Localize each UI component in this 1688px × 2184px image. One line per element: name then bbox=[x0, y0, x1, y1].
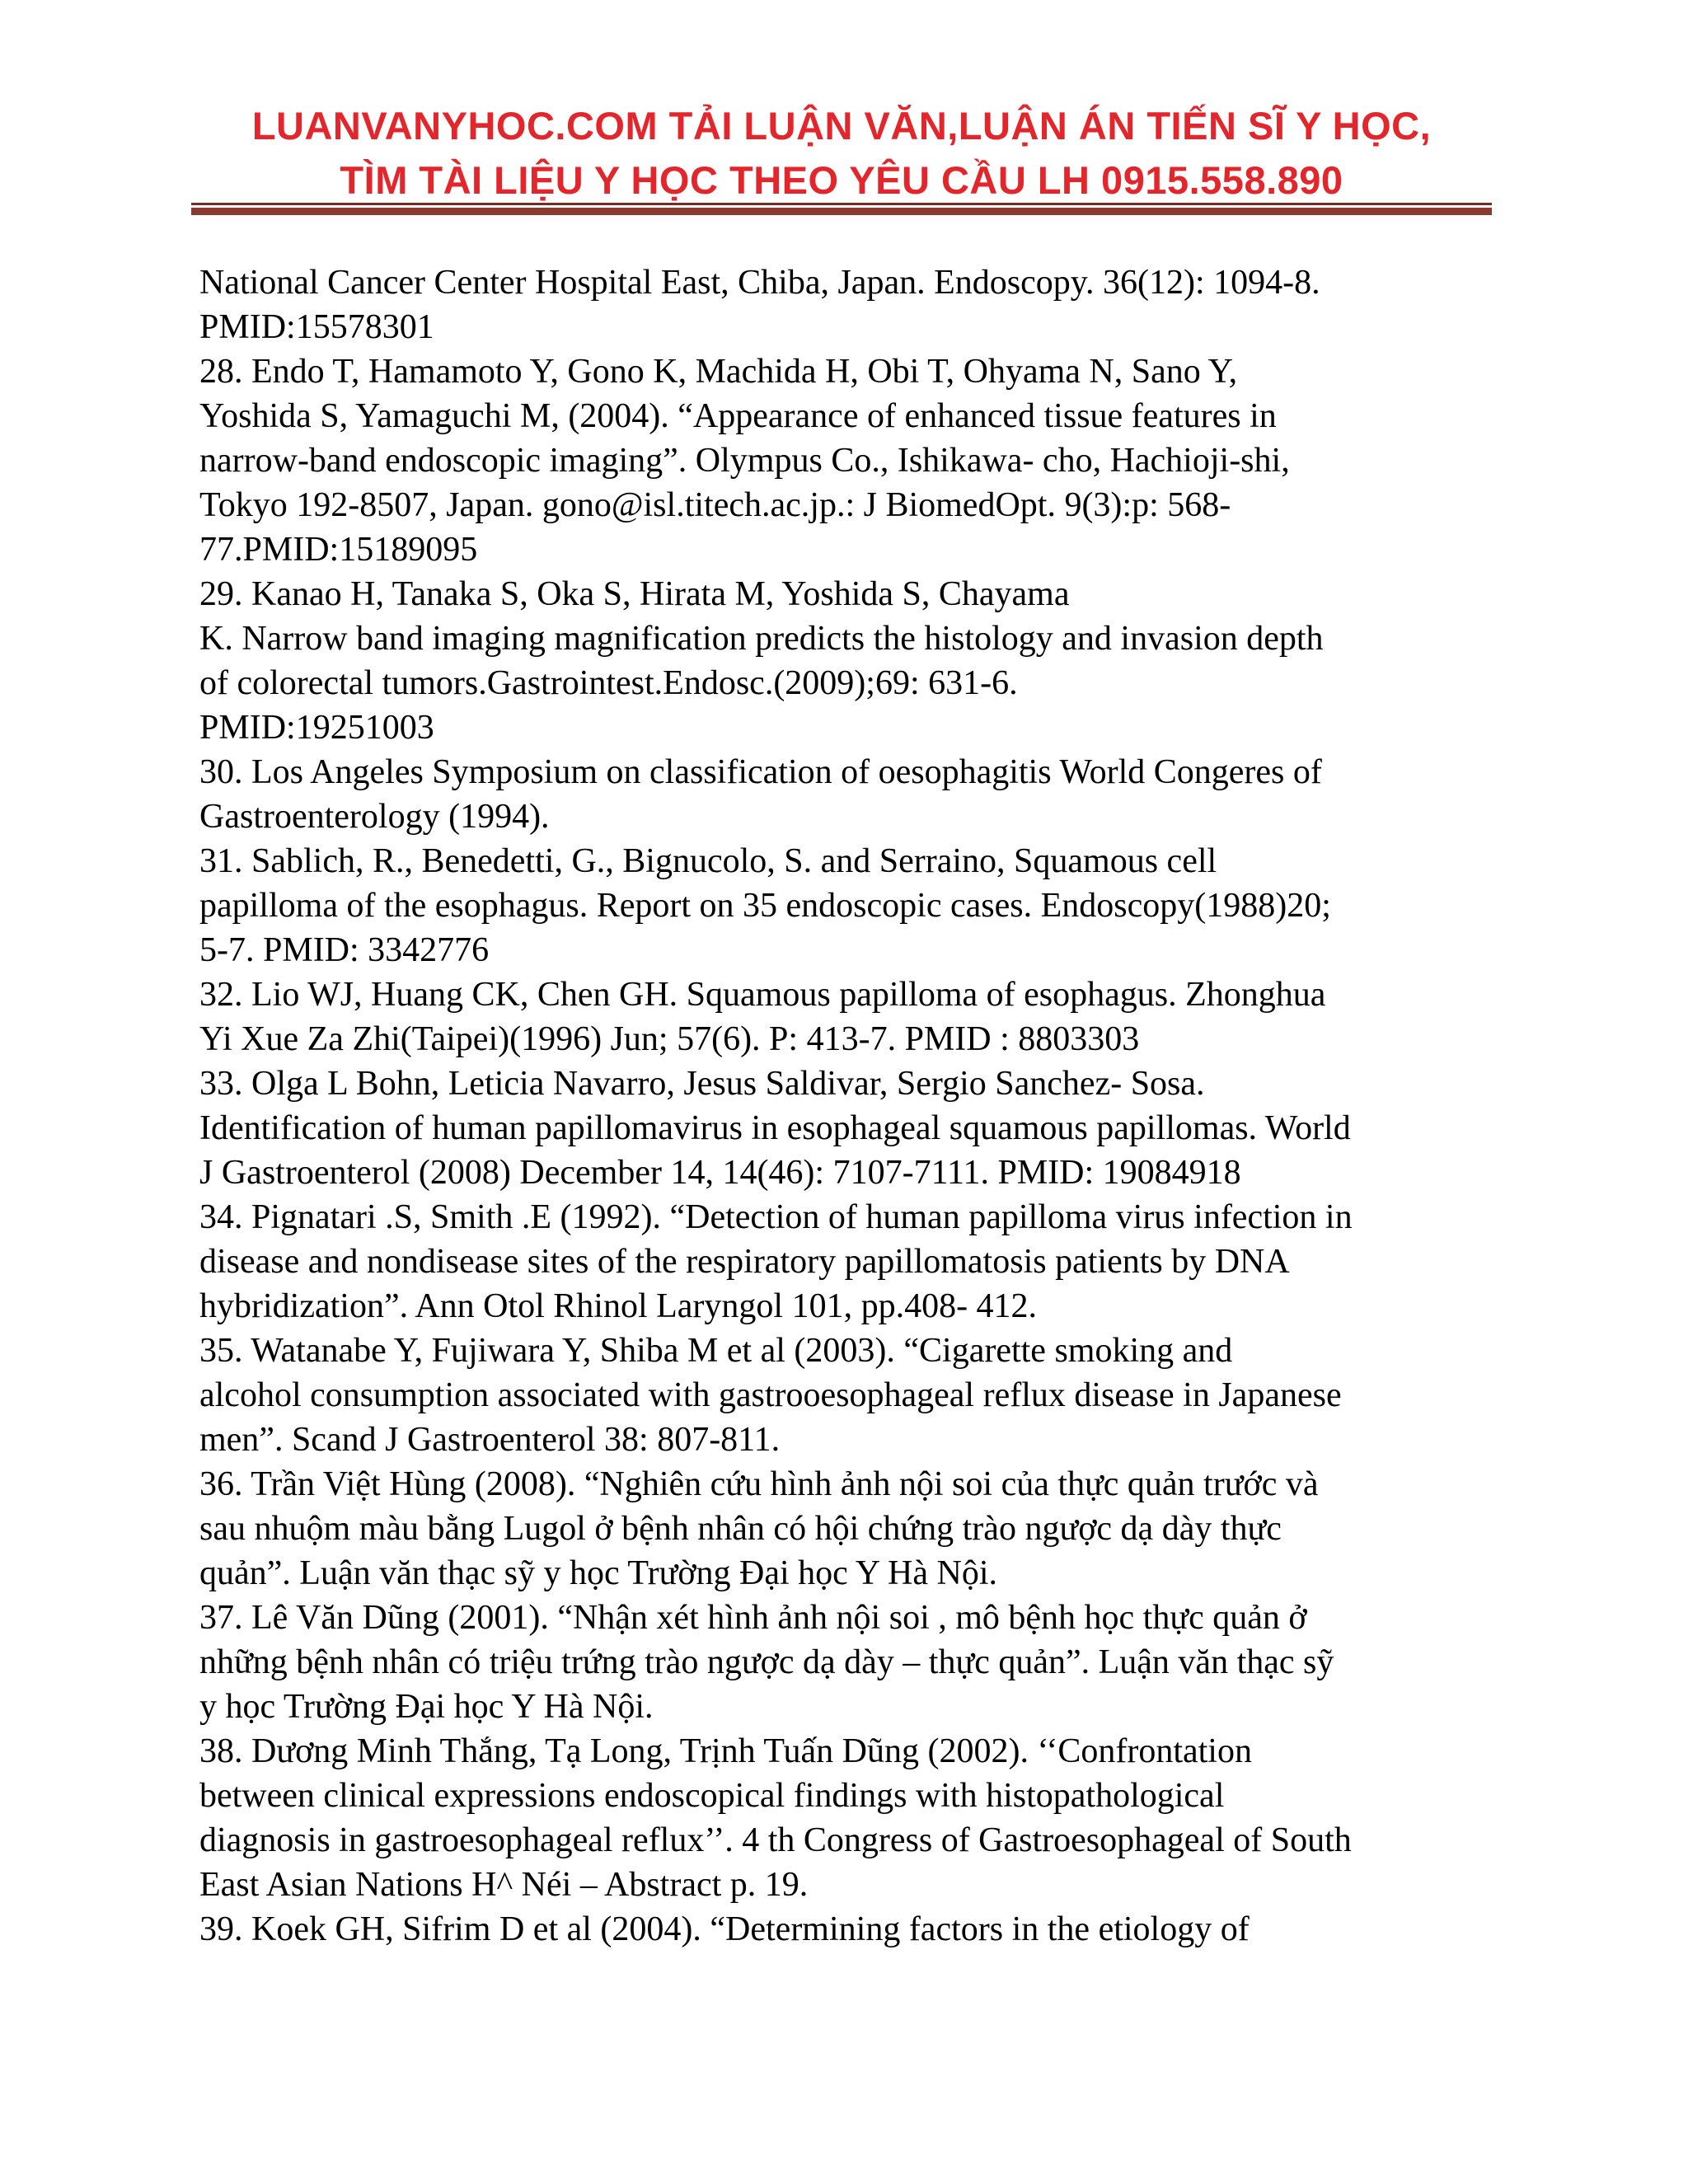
reference-line: 31. Sablich, R., Benedetti, G., Bignucolo, S. and Serraino, Squamous cell bbox=[199, 842, 1217, 880]
header-line-1: LUANVANYHOC.COM TẢI LUẬN VĂN,LUẬN ÁN TIẾN SĨ Y HỌC, bbox=[251, 104, 1432, 148]
reference-line: 30. Los Angeles Symposium on classification of oesophagitis World Congeres of bbox=[199, 753, 1322, 791]
reference-line: narrow-band endoscopic imaging”. Olympus Co., Ishikawa- cho, Hachioji-shi, bbox=[199, 442, 1290, 480]
reference-list bbox=[199, 260, 1510, 1952]
reference-line: National Cancer Center Hospital East, Chiba, Japan. Endoscopy. 36(12): 1094-8. bbox=[199, 264, 1320, 302]
reference-line: 28. Endo T, Hamamoto Y, Gono K, Machida H, Obi T, Ohyama N, Sano Y, bbox=[199, 353, 1238, 391]
reference-line: 37. Lê Văn Dũng (2001). “Nhận xét hình ảnh nội soi , mô bệnh học thực quản ở bbox=[199, 1599, 1307, 1637]
reference-line: 33. Olga L Bohn, Leticia Navarro, Jesus Saldivar, Sergio Sanchez- Sosa. bbox=[199, 1065, 1205, 1103]
reference-line: sau nhuộm màu bằng Lugol ở bệnh nhân có hội chứng trào ngược dạ dày thực bbox=[199, 1510, 1282, 1548]
reference-line: 77.PMID:15189095 bbox=[199, 531, 478, 569]
reference-line: hybridization”. Ann Otol Rhinol Laryngol 101, pp.408- 412. bbox=[199, 1287, 1038, 1325]
reference-line: Gastroenterology (1994). bbox=[199, 798, 550, 836]
reference-line: 32. Lio WJ, Huang CK, Chen GH. Squamous papilloma of esophagus. Zhonghua bbox=[199, 976, 1326, 1014]
reference-line: quản”. Luận văn thạc sỹ y học Trường Đại học Y Hà Nội. bbox=[199, 1554, 998, 1592]
header-line-2: TÌM TÀI LIỆU Y HỌC THEO YÊU CẦU LH 0915.558.890 bbox=[340, 158, 1343, 202]
reference-line: 35. Watanabe Y, Fujiwara Y, Shiba M et al (2003). “Cigarette smoking and bbox=[199, 1332, 1233, 1370]
reference-line: những bệnh nhân có triệu trứng trào ngược dạ dày – thực quản”. Luận văn thạc sỹ bbox=[199, 1643, 1334, 1681]
reference-line: 39. Koek GH, Sifrim D et al (2004). “Determining factors in the etiology of bbox=[199, 1910, 1250, 1948]
reference-line: alcohol consumption associated with gastrooesophageal reflux disease in Japanese bbox=[199, 1376, 1342, 1414]
reference-line: disease and nondisease sites of the respiratory papillomatosis patients by DNA bbox=[199, 1243, 1290, 1281]
reference-line: Identification of human papillomavirus in esophageal squamous papillomas. World bbox=[199, 1109, 1351, 1147]
reference-line: papilloma of the esophagus. Report on 35 endoscopic cases. Endoscopy(1988)20; bbox=[199, 887, 1331, 925]
reference-line: East Asian Nations H^ Néi – Abstract p. 19. bbox=[199, 1866, 809, 1904]
reference-line: PMID:19251003 bbox=[199, 709, 434, 747]
reference-line: 29. Kanao H, Tanaka S, Oka S, Hirata M, Yoshida S, Chayama bbox=[199, 575, 1070, 613]
reference-line: J Gastroenterol (2008) December 14, 14(46): 7107-7111. PMID: 19084918 bbox=[199, 1154, 1241, 1192]
reference-line: diagnosis in gastroesophageal reflux’’. 4 th Congress of Gastroesophageal of South bbox=[199, 1821, 1352, 1859]
page-header bbox=[191, 99, 1492, 208]
reference-line: K. Narrow band imaging magnification predicts the histology and invasion depth bbox=[199, 620, 1324, 658]
reference-line: 34. Pignatari .S, Smith .E (1992). “Detection of human papilloma virus infection in bbox=[199, 1198, 1353, 1236]
reference-line: men”. Scand J Gastroenterol 38: 807-811. bbox=[199, 1421, 781, 1459]
reference-line: y học Trường Đại học Y Hà Nội. bbox=[199, 1688, 654, 1726]
header-divider-thin bbox=[191, 203, 1492, 205]
reference-line: PMID:15578301 bbox=[199, 308, 434, 346]
reference-line: 36. Trần Việt Hùng (2008). “Nghiên cứu hình ảnh nội soi của thực quản trước và bbox=[199, 1465, 1319, 1503]
reference-line: 38. Dương Minh Thắng, Tạ Long, Trịnh Tuấn Dũng (2002). ‘‘Confrontation bbox=[199, 1732, 1252, 1770]
reference-line: Yi Xue Za Zhi(Taipei)(1996) Jun; 57(6). P: 413-7. PMID : 8803303 bbox=[199, 1020, 1140, 1058]
reference-line: Yoshida S, Yamaguchi M, (2004). “Appearance of enhanced tissue features in bbox=[199, 397, 1277, 435]
header-divider-thick bbox=[191, 208, 1492, 215]
reference-line: Tokyo 192-8507, Japan. gono@isl.titech.ac.jp.: J BiomedOpt. 9(3):p: 568- bbox=[199, 486, 1231, 524]
reference-line: between clinical expressions endoscopical findings with histopathological bbox=[199, 1777, 1225, 1815]
reference-line: of colorectal tumors.Gastrointest.Endosc.(2009);69: 631-6. bbox=[199, 664, 1018, 702]
reference-line: 5-7. PMID: 3342776 bbox=[199, 931, 490, 969]
